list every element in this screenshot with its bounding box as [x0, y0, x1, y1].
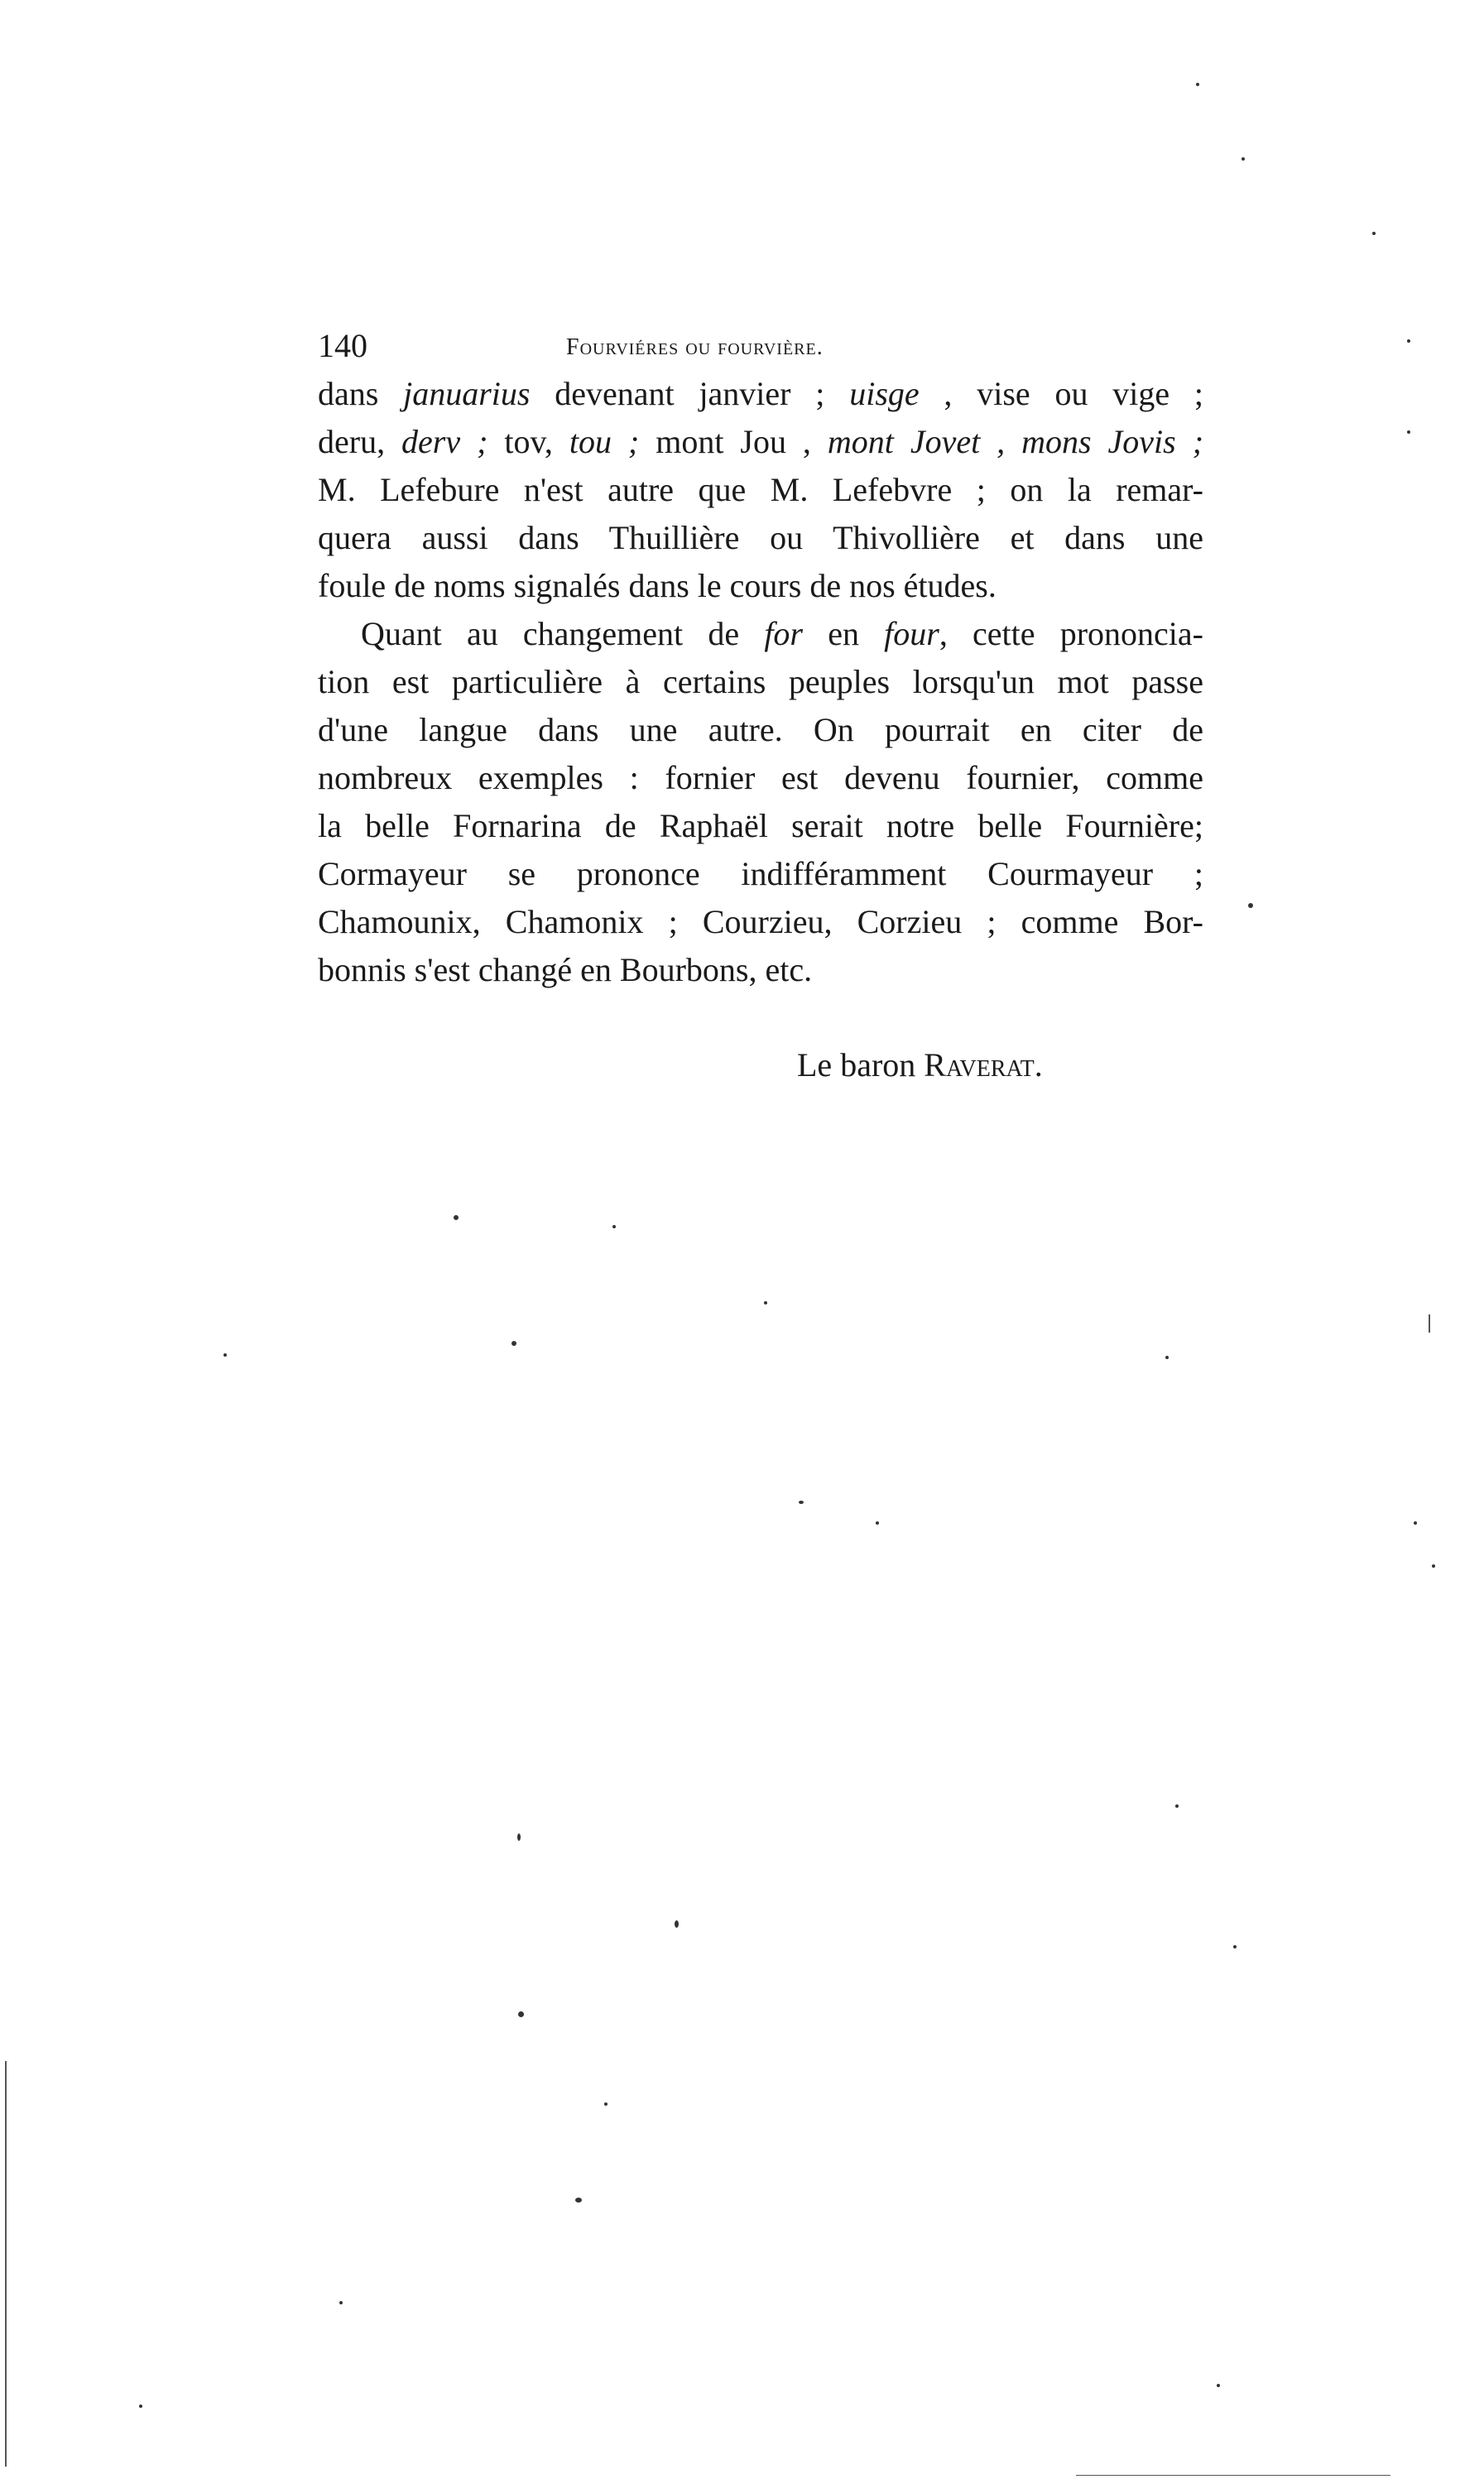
signature-name: Raverat. — [924, 1046, 1043, 1083]
italic-word: januarius — [403, 375, 531, 412]
text-line: Quant au changement de for en four, cette prononcia- — [361, 615, 1203, 652]
scan-margin-line — [5, 2061, 7, 2467]
paragraph-1 — [318, 370, 1203, 610]
text-line: M. Lefebure n'est autre que M. Lefebvre ; on la remar- — [318, 471, 1203, 508]
italic-word: uisge — [849, 375, 920, 412]
running-title: fourviéres ou fourvière. — [566, 334, 824, 360]
signature — [797, 1041, 1043, 1089]
page-number: 140 — [318, 327, 367, 364]
text-line: foule de noms signalés dans le cours de nos études. — [318, 567, 997, 604]
text-line: tion est particulière à certains peuples lorsqu'un mot passe — [318, 663, 1203, 700]
scan-margin-line — [1429, 1314, 1430, 1333]
text-line: nombreux exemples : fornier est devenu fournier, comme — [318, 759, 1203, 796]
italic-word: derv ; — [401, 423, 488, 460]
text-line: bonnis s'est changé en Bourbons, etc. — [318, 951, 813, 988]
italic-word: mont Jovet , mons Jovis ; — [827, 423, 1204, 460]
text-line: d'une langue dans une autre. On pourrait en citer de — [318, 711, 1203, 748]
text-line: deru, derv ; tov, tou ; mont Jou , mont Jovet , mons Jovis ; — [318, 423, 1204, 460]
italic-word: for — [764, 615, 803, 652]
running-head — [318, 321, 1145, 371]
paragraph-2 — [318, 610, 1203, 994]
text-line: dans januarius devenant janvier ; uisge , vise ou vige ; — [318, 375, 1204, 412]
italic-word: tou ; — [569, 423, 640, 460]
signature-prefix: Le baron — [797, 1046, 924, 1083]
text-line: quera aussi dans Thuillière ou Thivollière et dans une — [318, 519, 1203, 556]
text-line: Cormayeur se prononce indifféramment Courmayeur ; — [318, 855, 1203, 892]
text-line: la belle Fornarina de Raphaël serait notre belle Fournière; — [318, 807, 1203, 844]
body-text — [318, 370, 1203, 994]
italic-word: four — [884, 615, 939, 652]
text-line: Chamounix, Chamonix ; Courzieu, Corzieu ; comme Bor- — [318, 903, 1203, 940]
scan-margin-line — [1076, 2475, 1390, 2476]
